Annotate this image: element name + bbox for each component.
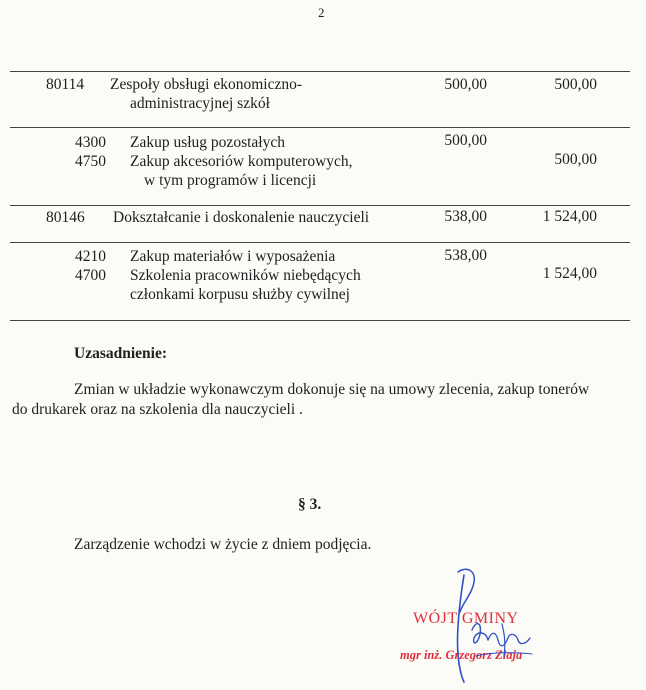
amount-increase: 500,00 (554, 151, 597, 168)
stamp-name: mgr inż. Grzegorz Ziaja (400, 648, 523, 662)
page-number: 2 (318, 5, 325, 20)
table-rule (10, 242, 630, 243)
signature-image (436, 560, 546, 685)
amount-decrease: 500,00 (444, 76, 487, 93)
section-name: Dokształcanie i doskonalenie nauczycieli (113, 209, 370, 226)
amount-increase: 1 524,00 (542, 265, 597, 282)
table-rule (10, 71, 630, 72)
amount-decrease: 500,00 (444, 132, 487, 149)
table-rule (10, 320, 630, 321)
section-code: 80114 (46, 76, 85, 93)
section-text: Zarządzenie wchodzi w życie z dniem podjęcia. (74, 536, 372, 553)
paragraph-code: 4750 (75, 153, 106, 170)
section-name: administracyjnej szkół (130, 95, 270, 112)
amount-decrease: 538,00 (444, 208, 487, 225)
amount-decrease: 538,00 (444, 247, 487, 264)
paragraph-name: członkami korpusu służby cywilnej (130, 286, 350, 303)
justification-heading: Uzasadnienie: (74, 345, 167, 362)
justification-text: do drukarek oraz na szkolenia dla nauczycieli . (12, 401, 303, 418)
paragraph-name: Szkolenia pracowników niebędących (130, 267, 361, 284)
justification-text: Zmian w układzie wykonawczym dokonuje się na umowy zlecenia, zakup tonerów (74, 381, 590, 398)
paragraph-name: w tym programów i licencji (144, 172, 317, 189)
paragraph-name: Zakup akcesoriów komputerowych, (130, 153, 353, 170)
table-rule (10, 127, 630, 128)
paragraph-code: 4300 (75, 134, 106, 151)
section-heading: § 3. (298, 496, 322, 513)
amount-increase: 500,00 (554, 76, 597, 93)
section-name: Zespoły obsługi ekonomiczno- (110, 76, 302, 93)
table-rule (10, 205, 630, 206)
paragraph-name: Zakup materiałów i wyposażenia (130, 248, 336, 265)
paragraph-code: 4700 (75, 267, 106, 284)
stamp-title: WÓJT GMINY (413, 610, 519, 627)
section-code: 80146 (46, 209, 85, 226)
amount-increase: 1 524,00 (542, 208, 597, 225)
paragraph-name: Zakup usług pozostałych (130, 134, 285, 151)
paragraph-code: 4210 (75, 248, 106, 265)
